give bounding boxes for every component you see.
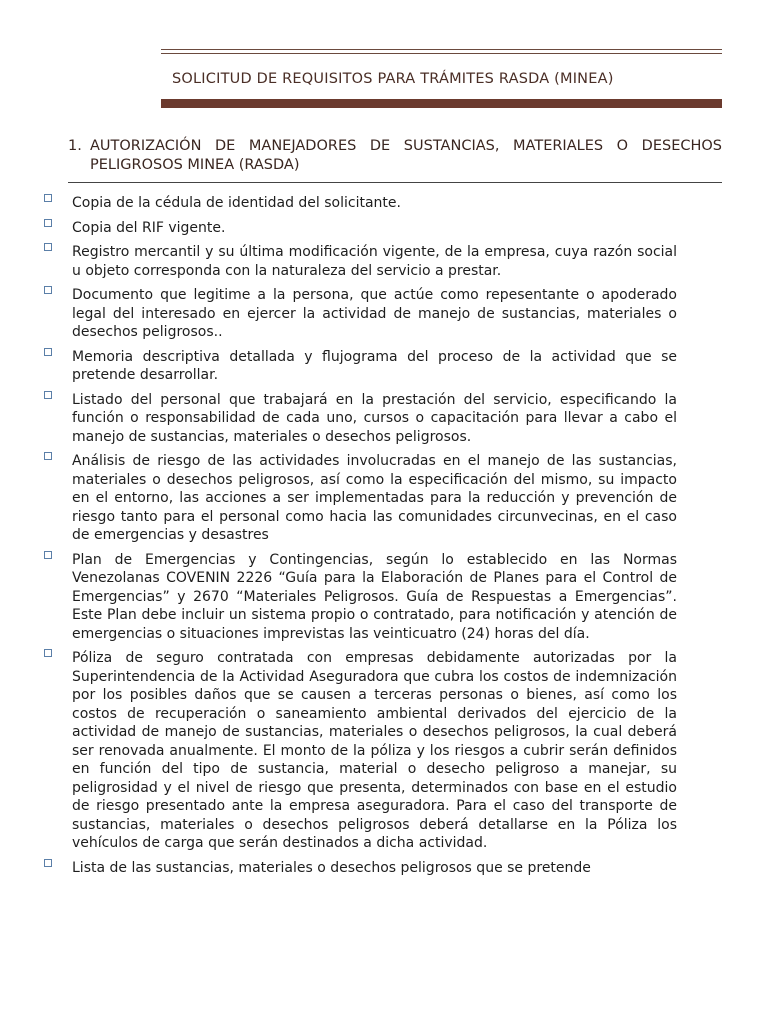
checkbox-icon[interactable] bbox=[44, 551, 52, 559]
section-heading bbox=[68, 137, 722, 175]
requirements-list bbox=[44, 194, 677, 877]
list-item-text: Listado del personal que trabajará en la prestación del servicio, especificando la función o responsabilidad de cada uno, cursos o capacitación para llevar a cabo el manejo de sustancias, materiales o desechos peligrosos. bbox=[72, 391, 677, 445]
checkbox-icon[interactable] bbox=[44, 243, 52, 251]
list-item bbox=[44, 649, 677, 853]
checkbox-icon[interactable] bbox=[44, 286, 52, 294]
list-item bbox=[44, 859, 677, 878]
section-divider bbox=[68, 182, 722, 183]
list-item-text: Documento que legitime a la persona, que actúe como repesentante o apoderado legal del interesado en ejercer la actividad de manejo de sustancias, materiales o desechos peligrosos.. bbox=[72, 287, 677, 340]
header-rule-top bbox=[161, 49, 722, 50]
list-item bbox=[44, 551, 677, 644]
checkbox-icon[interactable] bbox=[44, 219, 52, 227]
list-item-text: Copia del RIF vigente. bbox=[72, 219, 226, 236]
checkbox-icon[interactable] bbox=[44, 452, 52, 460]
list-item-text: Plan de Emergencias y Contingencias, según lo establecido en las Normas Venezolanas COVENIN 2226 “Guía para la Elaboración de Planes para el Control de Emergencias” y 2670 “Materiales Peligrosos. Guía de Respuestas a Emergencias”. Este Plan debe incluir un sistema propio o contratado, para notificación y atención de emergencias o situaciones imprevistas las veinticuatro (24) horas del día. bbox=[72, 551, 677, 642]
list-item bbox=[44, 391, 677, 447]
list-item bbox=[44, 219, 677, 238]
checkbox-icon[interactable] bbox=[44, 859, 52, 867]
list-item bbox=[44, 348, 677, 385]
checkbox-icon[interactable] bbox=[44, 391, 52, 399]
list-item-text: Lista de las sustancias, materiales o desechos peligrosos que se pretende bbox=[72, 859, 591, 876]
section-title: AUTORIZACIÓN DE MANEJADORES DE SUSTANCIAS, MATERIALES O DESECHOS PELIGROSOS MINEA (RASDA) bbox=[90, 138, 722, 173]
list-item-text: Registro mercantil y su última modificación vigente, de la empresa, cuya razón social u objeto corresponda con la naturaleza del servicio a prestar. bbox=[72, 244, 677, 279]
checkbox-icon[interactable] bbox=[44, 194, 52, 202]
list-item bbox=[44, 286, 677, 342]
list-item bbox=[44, 243, 677, 280]
page-title: SOLICITUD DE REQUISITOS PARA TRÁMITES RASDA (MINEA) bbox=[172, 71, 614, 87]
list-item-text: Memoria descriptiva detallada y flujograma del proceso de la actividad que se pretende desarrollar. bbox=[72, 348, 677, 383]
list-item-text: Análisis de riesgo de las actividades involucradas en el manejo de las sustancias, materiales o desechos peligrosos, así como la especificación del mismo, su impacto en el entorno, las acciones a ser implementadas para la reducción y prevención de riesgo tanto para el personal como hacia las comunidades circunvecinas, en el caso de emergencias y desastres bbox=[72, 453, 677, 543]
list-item-text: Póliza de seguro contratada con empresas debidamente autorizadas por la Superintendencia de la Actividad Aseguradora que cubra los costos de indemnización por los posibles daños que se causen a terceras personas o bienes, así como los costos de recuperación o saneamiento ambiental derivados del ejercicio de la actividad de manejo de sustancias, materiales o desechos peligrosos, la cual deberá ser renovada anualmente. El monto de la póliza y los riesgos a cubrir serán definidos en función del tipo de sustancia, material o desecho peligroso a manejar, su peligrosidad y el nivel de riesgo que presenta, determinados con base en el estudio de riesgo presentado ante la empresa aseguradora. Para el caso del transporte de sustancias, materiales o desechos peligrosos deberá detallarse en la Póliza los vehículos de carga que serán destinados a dicha actividad. bbox=[72, 650, 677, 851]
checkbox-icon[interactable] bbox=[44, 348, 52, 356]
list-item-text: Copia de la cédula de identidad del solicitante. bbox=[72, 195, 401, 211]
checkbox-icon[interactable] bbox=[44, 649, 52, 657]
list-item bbox=[44, 194, 677, 213]
section-number: 1. bbox=[68, 138, 82, 154]
list-item bbox=[44, 452, 677, 545]
header-band bbox=[161, 99, 722, 108]
header-rule-second bbox=[161, 53, 722, 54]
